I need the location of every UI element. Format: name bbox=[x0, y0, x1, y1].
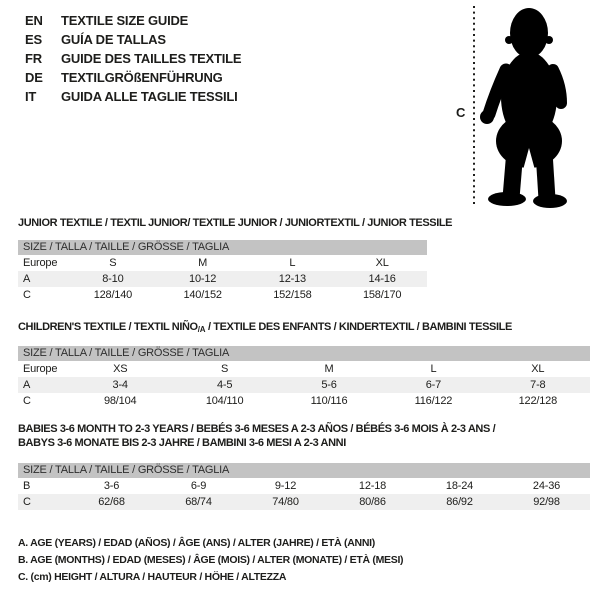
section-title-junior: JUNIOR TEXTILE / TEXTIL JUNIOR/ TEXTILE JUNIOR / JUNIORTEXTIL / JUNIOR TESSILE bbox=[18, 217, 453, 229]
height-cell: 104/110 bbox=[205, 395, 244, 407]
size-cell: S bbox=[221, 363, 229, 375]
children-title-sub: /A bbox=[197, 325, 206, 334]
table-row-height bbox=[18, 287, 427, 303]
babies-title-line1: BABIES 3-6 MONTH TO 2-3 YEARS / BEBÉS 3-6 MESES A 2-3 AÑOS / BÉBÉS 3-6 MOIS À 2-3 ANS / bbox=[18, 423, 496, 435]
table-row-europe bbox=[18, 361, 590, 377]
height-cell: 74/80 bbox=[272, 496, 299, 508]
size-header-bar: SIZE / TALLA / TAILLE / GRÖSSE / TAGLIA bbox=[18, 346, 590, 361]
children-title-post: / TEXTILE DES ENFANTS / KINDERTEXTIL / BAMBINI TESSILE bbox=[205, 321, 512, 333]
height-cell: 80/86 bbox=[359, 496, 386, 508]
junior-size-table bbox=[18, 240, 427, 303]
legend-notes bbox=[18, 535, 403, 586]
row-label: C bbox=[23, 395, 31, 407]
toddler-silhouette-shape bbox=[480, 8, 567, 208]
language-label: GUÍA DE TALLAS bbox=[61, 32, 166, 47]
height-cell: 92/98 bbox=[533, 496, 560, 508]
babies-size-table bbox=[18, 463, 590, 510]
age-cell: 6-9 bbox=[190, 480, 207, 492]
age-cell: 5-6 bbox=[321, 379, 337, 391]
row-label: C bbox=[23, 289, 31, 301]
row-label: Europe bbox=[23, 257, 58, 269]
height-cell: 122/128 bbox=[518, 395, 558, 407]
size-cell: S bbox=[109, 257, 117, 269]
age-cell: 12-18 bbox=[358, 480, 387, 492]
language-label: TEXTILGRÖßENFÜHRUNG bbox=[61, 70, 223, 85]
language-label: GUIDE DES TAILLES TEXTILE bbox=[61, 51, 242, 66]
age-cell: 24-36 bbox=[532, 480, 561, 492]
table-row-height bbox=[18, 494, 590, 510]
age-cell: 8-10 bbox=[102, 273, 124, 285]
size-cell: XS bbox=[113, 363, 128, 375]
note-height-cm: C. (cm) HEIGHT / ALTURA / HAUTEUR / HÖHE / ALTEZZA bbox=[18, 571, 287, 583]
language-code: ES bbox=[25, 32, 42, 47]
age-cell: 18-24 bbox=[445, 480, 474, 492]
age-cell: 14-16 bbox=[368, 273, 396, 285]
row-label: C bbox=[23, 496, 31, 508]
height-cell: 140/152 bbox=[183, 289, 222, 301]
size-header-bar: SIZE / TALLA / TAILLE / GRÖSSE / TAGLIA bbox=[18, 240, 427, 255]
height-marker-label: C bbox=[456, 105, 466, 120]
row-label: A bbox=[23, 379, 31, 391]
children-size-table bbox=[18, 346, 590, 409]
language-code: DE bbox=[25, 70, 43, 85]
height-cell: 62/68 bbox=[98, 496, 125, 508]
size-cell: XL bbox=[375, 257, 389, 269]
language-label: TEXTILE SIZE GUIDE bbox=[61, 13, 189, 28]
height-cell: 86/92 bbox=[446, 496, 473, 508]
row-label: B bbox=[23, 480, 31, 492]
age-cell: 12-13 bbox=[278, 273, 306, 285]
age-cell: 10-12 bbox=[189, 273, 217, 285]
size-cell: L bbox=[430, 363, 437, 375]
language-row-fr bbox=[25, 49, 241, 68]
table-row-age-months bbox=[18, 478, 590, 494]
language-row-it bbox=[25, 87, 241, 106]
height-cell: 110/116 bbox=[310, 395, 348, 407]
language-label: GUIDA ALLE TAGLIE TESSILI bbox=[61, 89, 238, 104]
row-label: A bbox=[23, 273, 31, 285]
language-row-de bbox=[25, 68, 241, 87]
language-row-es bbox=[25, 30, 241, 49]
height-cell: 98/104 bbox=[103, 395, 137, 407]
language-code: IT bbox=[25, 89, 37, 104]
children-title-pre: CHILDREN'S TEXTILE / TEXTIL NIÑO bbox=[18, 321, 198, 333]
height-cell: 116/122 bbox=[414, 395, 453, 407]
language-row-en bbox=[25, 11, 241, 30]
row-label: Europe bbox=[23, 363, 58, 375]
table-row-europe bbox=[18, 255, 427, 271]
age-cell: 9-12 bbox=[274, 480, 297, 492]
section-title-children bbox=[18, 320, 512, 335]
height-cell: 152/158 bbox=[273, 289, 312, 301]
size-cell: M bbox=[198, 257, 208, 269]
note-age-months: B. AGE (MONTHS) / EDAD (MESES) / ÂGE (MOIS) / ALTER (MONATE) / ETÀ (MESI) bbox=[18, 554, 404, 566]
size-cell: L bbox=[289, 257, 296, 269]
age-cell: 7-8 bbox=[530, 379, 546, 391]
language-code: FR bbox=[25, 51, 42, 66]
height-cell: 68/74 bbox=[185, 496, 212, 508]
table-row-age bbox=[18, 377, 590, 393]
age-cell: 4-5 bbox=[216, 379, 233, 391]
age-cell: 3-4 bbox=[112, 379, 128, 391]
height-cell: 158/170 bbox=[362, 289, 402, 301]
size-cell: XL bbox=[531, 363, 545, 375]
section-title-babies bbox=[18, 422, 495, 450]
note-age-years: A. AGE (YEARS) / EDAD (AÑOS) / ÂGE (ANS) / ALTER (JAHRE) / ETÀ (ANNI) bbox=[18, 537, 375, 549]
age-cell: 6-7 bbox=[425, 379, 442, 391]
size-cell: M bbox=[324, 363, 334, 375]
size-header-bar: SIZE / TALLA / TAILLE / GRÖSSE / TAGLIA bbox=[18, 463, 590, 478]
table-row-height bbox=[18, 393, 590, 409]
age-cell: 3-6 bbox=[103, 480, 120, 492]
height-cell: 128/140 bbox=[93, 289, 133, 301]
language-code: EN bbox=[25, 13, 43, 28]
table-row-age bbox=[18, 271, 427, 287]
babies-title-line2: BABYS 3-6 MONATE BIS 2-3 JAHRE / BAMBINI 3-6 MESI A 2-3 ANNI bbox=[18, 437, 346, 449]
language-title-list bbox=[25, 11, 241, 106]
